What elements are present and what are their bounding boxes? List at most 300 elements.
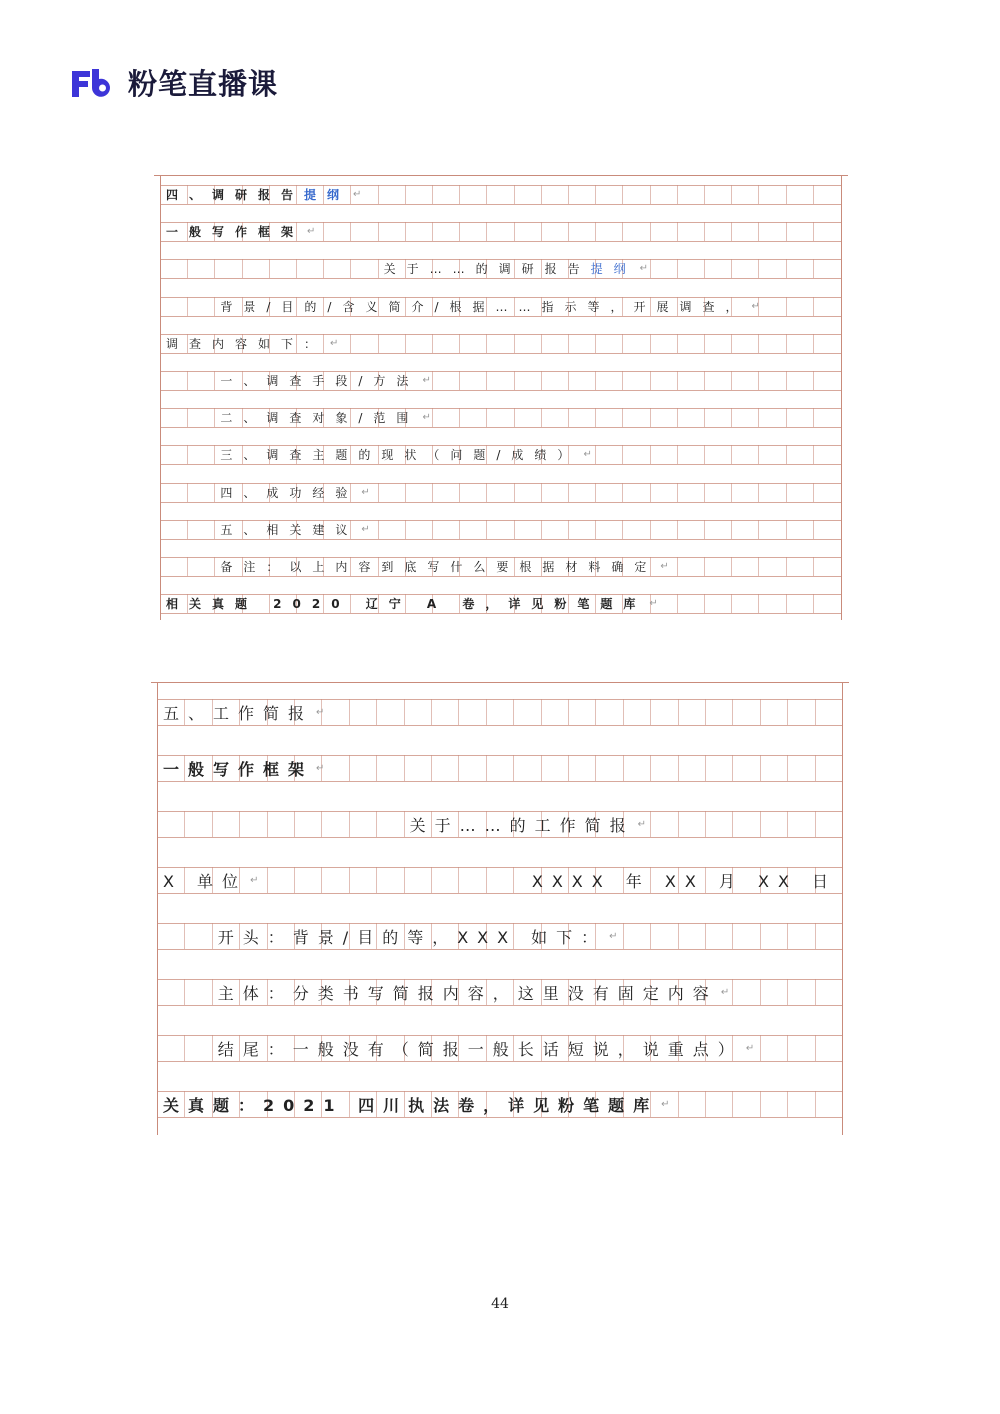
grid-text-row (220, 297, 771, 316)
grid-cell-line (214, 483, 215, 502)
grid-text-row (218, 1035, 763, 1061)
return-mark-icon: ↵ (361, 523, 381, 535)
grid-text-row (166, 594, 669, 613)
grid-cell-line (622, 520, 623, 539)
grid-text-row (166, 334, 349, 353)
brief-grid-sheet (157, 682, 843, 1135)
grid-text-row (220, 445, 602, 464)
grid-cell-line (677, 594, 678, 613)
grid-cell-line (704, 445, 705, 464)
grid-cell-line (214, 445, 215, 464)
grid-row-line (157, 725, 843, 726)
grid-cell-line (705, 755, 706, 781)
grid-cell-line (786, 259, 787, 278)
grid-cell-line (187, 259, 188, 278)
grid-cell-line (758, 557, 759, 576)
grid-cell-line (815, 923, 816, 949)
grid-cell-line (432, 222, 433, 241)
grid-cell-line (758, 408, 759, 427)
grid-row-line (160, 390, 842, 391)
return-mark-icon: ↵ (751, 300, 771, 312)
grid-cell-line (350, 334, 351, 353)
grid-cell-line (677, 520, 678, 539)
grid-cell-line (187, 371, 188, 390)
grid-cell-line (568, 371, 569, 390)
grid-cell-line (405, 520, 406, 539)
fb-logo-icon (70, 67, 114, 99)
grid-cell-line (486, 520, 487, 539)
grid-cell-line (760, 699, 761, 725)
grid-cell-line (650, 483, 651, 502)
grid-cell-line (459, 334, 460, 353)
grid-cell-line (786, 445, 787, 464)
grid-cell-line (650, 371, 651, 390)
grid-cell-line (623, 699, 624, 725)
grid-cell-line (432, 520, 433, 539)
grid-cell-line (214, 297, 215, 316)
grid-cell-line (541, 185, 542, 204)
grid-cell-line (677, 259, 678, 278)
grid-cell-line (786, 520, 787, 539)
grid-cell-line (214, 259, 215, 278)
grid-cell-line (323, 259, 324, 278)
grid-cell-line (568, 334, 569, 353)
grid-cell-line (404, 699, 405, 725)
grid-cell-line (813, 334, 814, 353)
grid-cell-line (513, 699, 514, 725)
grid-cell-line (731, 520, 732, 539)
grid-cell-line (731, 483, 732, 502)
grid-row-line (157, 1117, 843, 1118)
grid-cell-line (704, 594, 705, 613)
grid-cell-line (678, 923, 679, 949)
grid-cell-line (595, 334, 596, 353)
grid-cell-line (212, 923, 213, 949)
grid-cell-line (595, 483, 596, 502)
grid-cell-line (568, 185, 569, 204)
grid-cell-line (376, 755, 377, 781)
grid-row-line (157, 1061, 843, 1062)
grid-cell-line (786, 222, 787, 241)
grid-cell-line (541, 371, 542, 390)
grid-cell-line (678, 755, 679, 781)
grid-cell-line (813, 222, 814, 241)
grid-cell-line (815, 979, 816, 1005)
row-text: 五、相关建议 (220, 522, 359, 537)
grid-cell-line (758, 594, 759, 613)
grid-cell-line (787, 1091, 788, 1117)
grid-cell-line (187, 445, 188, 464)
row-text: 相关真题 2020 辽宁 A 卷，详见粉笔题库 (166, 597, 647, 612)
grid-cell-line (677, 222, 678, 241)
grid-cell-line (378, 222, 379, 241)
grid-cell-line (405, 334, 406, 353)
row-text: 五、工作简报 (163, 703, 314, 723)
grid-cell-line (813, 483, 814, 502)
grid-cell-line (486, 185, 487, 204)
grid-cell-line (378, 185, 379, 204)
grid-cell-line (404, 811, 405, 837)
grid-cell-line (294, 867, 295, 893)
grid-cell-line (732, 811, 733, 837)
row-text: 备注：以上内容到底写什么要根据材料确定 (220, 560, 658, 574)
grid-cell-line (622, 408, 623, 427)
grid-cell-line (349, 699, 350, 725)
grid-cell-line (187, 520, 188, 539)
grid-cell-line (650, 923, 651, 949)
grid-cell-line (184, 1035, 185, 1061)
grid-cell-line (595, 371, 596, 390)
grid-cell-line (786, 371, 787, 390)
grid-cell-line (732, 923, 733, 949)
grid-cell-line (214, 408, 215, 427)
grid-cell-line (321, 867, 322, 893)
grid-cell-line (242, 259, 243, 278)
return-mark-icon: ↵ (661, 1098, 679, 1110)
grid-cell-line (758, 259, 759, 278)
row-text: 二、调查对象/范围 (220, 411, 420, 426)
grid-cell-line (813, 594, 814, 613)
grid-cell-line (458, 699, 459, 725)
grid-cell-line (214, 371, 215, 390)
grid-cell-line (187, 557, 188, 576)
grid-row-line (157, 949, 843, 950)
grid-cell-line (459, 371, 460, 390)
grid-cell-line (405, 483, 406, 502)
grid-cell-line (405, 185, 406, 204)
grid-cell-line (815, 811, 816, 837)
grid-cell-line (731, 185, 732, 204)
return-mark-icon: ↵ (330, 337, 350, 349)
grid-cell-line (732, 699, 733, 725)
grid-row-line (157, 893, 843, 894)
grid-text-row (163, 867, 267, 893)
grid-cell-line (432, 483, 433, 502)
grid-cell-line (349, 755, 350, 781)
grid-cell-line (758, 334, 759, 353)
grid-cell-line (732, 755, 733, 781)
grid-cell-line (184, 811, 185, 837)
grid-cell-line (595, 699, 596, 725)
return-mark-icon: ↵ (250, 874, 268, 886)
grid-text-row (163, 1091, 679, 1117)
grid-cell-line (514, 371, 515, 390)
grid-cell-line (239, 811, 240, 837)
grid-top-border (151, 682, 849, 683)
grid-cell-line (459, 520, 460, 539)
grid-cell-line (650, 520, 651, 539)
grid-cell-line (622, 334, 623, 353)
grid-cell-line (404, 755, 405, 781)
grid-cell-line (349, 811, 350, 837)
return-mark-icon: ↵ (316, 762, 334, 774)
grid-cell-line (731, 408, 732, 427)
grid-cell-line (212, 979, 213, 1005)
grid-cell-line (732, 1091, 733, 1117)
grid-cell-line (704, 185, 705, 204)
grid-cell-line (760, 811, 761, 837)
grid-text-row (163, 755, 333, 781)
grid-cell-line (813, 408, 814, 427)
grid-cell-line (760, 755, 761, 781)
row-text: 开头：背景/目的等，XXX 如下： (217, 927, 607, 947)
grid-cell-line (760, 1091, 761, 1117)
grid-cell-line (650, 755, 651, 781)
grid-cell-line (514, 520, 515, 539)
grid-cell-line (595, 520, 596, 539)
grid-cell-line (568, 483, 569, 502)
grid-cell-line (187, 408, 188, 427)
grid-text-row (410, 811, 655, 837)
return-mark-icon: ↵ (361, 486, 381, 498)
return-mark-icon: ↵ (720, 986, 739, 998)
grid-cell-line (786, 297, 787, 316)
return-mark-icon: ↵ (583, 449, 603, 461)
grid-text-row (220, 557, 679, 576)
grid-cell-line (677, 408, 678, 427)
grid-cell-line (214, 520, 215, 539)
grid-text-row (163, 699, 333, 725)
grid-text-row (166, 185, 372, 204)
grid-cell-line (541, 222, 542, 241)
grid-cell-line (486, 222, 487, 241)
return-mark-icon: ↵ (660, 561, 680, 572)
grid-cell-line (514, 483, 515, 502)
grid-row-line (160, 241, 842, 242)
grid-row-line (157, 837, 843, 838)
grid-cell-line (677, 371, 678, 390)
brand-name: 粉笔直播课 (128, 67, 279, 101)
grid-cell-line (486, 755, 487, 781)
grid-cell-line (595, 755, 596, 781)
grid-cell-line (212, 811, 213, 837)
grid-cell-line (404, 867, 405, 893)
grid-top-border (154, 175, 848, 176)
grid-cell-line (486, 334, 487, 353)
grid-cell-line (786, 557, 787, 576)
grid-cell-line (431, 699, 432, 725)
grid-cell-line (787, 811, 788, 837)
grid-cell-line (677, 445, 678, 464)
grid-text-row (220, 483, 380, 502)
grid-text-row (218, 979, 738, 1005)
grid-cell-line (787, 1035, 788, 1061)
grid-cell-line (786, 483, 787, 502)
grid-cell-line (269, 259, 270, 278)
grid-cell-line (486, 408, 487, 427)
return-mark-icon: ↵ (637, 818, 655, 830)
grid-cell-line (704, 520, 705, 539)
grid-cell-line (705, 923, 706, 949)
return-mark-icon: ↵ (353, 189, 373, 200)
row-text: 主体：分类书写简报内容，这里没有固定内容 (217, 983, 718, 1003)
grid-cell-line (787, 979, 788, 1005)
grid-cell-line (431, 755, 432, 781)
grid-cell-line (622, 222, 623, 241)
grid-cell-line (541, 699, 542, 725)
grid-cell-line (486, 867, 487, 893)
grid-cell-line (813, 259, 814, 278)
return-mark-icon: ↵ (745, 1042, 764, 1054)
grid-cell-line (541, 520, 542, 539)
grid-cell-line (187, 297, 188, 316)
grid-cell-line (349, 867, 350, 893)
grid-cell-line (786, 408, 787, 427)
grid-cell-line (786, 594, 787, 613)
grid-cell-line (731, 594, 732, 613)
grid-row-line (160, 502, 842, 503)
grid-cell-line (514, 185, 515, 204)
grid-cell-line (705, 811, 706, 837)
grid-cell-line (568, 699, 569, 725)
grid-cell-line (758, 483, 759, 502)
grid-cell-line (541, 483, 542, 502)
grid-cell-line (678, 699, 679, 725)
grid-cell-line (758, 445, 759, 464)
grid-cell-line (595, 222, 596, 241)
grid-cell-line (432, 185, 433, 204)
grid-cell-line (184, 923, 185, 949)
grid-cell-line (622, 185, 623, 204)
grid-outer-border (157, 682, 158, 1135)
row-text: 一般写作框架 (163, 759, 314, 779)
grid-cell-line (704, 557, 705, 576)
grid-cell-line (678, 811, 679, 837)
grid-cell-line (595, 185, 596, 204)
grid-text-row (218, 923, 627, 949)
page-number: 44 (491, 1296, 509, 1312)
grid-cell-line (650, 408, 651, 427)
grid-cell-line (704, 259, 705, 278)
row-text: X 单位 (163, 871, 248, 891)
grid-cell-line (187, 483, 188, 502)
return-mark-icon: ↵ (422, 375, 442, 386)
grid-text-row (220, 408, 441, 427)
grid-cell-line (541, 334, 542, 353)
grid-cell-line (623, 755, 624, 781)
grid-cell-line (486, 699, 487, 725)
return-mark-icon: ↵ (649, 598, 669, 610)
grid-cell-line (622, 445, 623, 464)
grid-cell-line (378, 259, 379, 278)
grid-cell-line (813, 297, 814, 316)
grid-cell-line (813, 445, 814, 464)
grid-cell-line (568, 520, 569, 539)
grid-cell-line (813, 371, 814, 390)
grid-row-line (160, 613, 842, 614)
grid-cell-line (568, 222, 569, 241)
grid-cell-line (815, 699, 816, 725)
grid-cell-line (513, 867, 514, 893)
grid-cell-line (431, 867, 432, 893)
grid-cell-line (214, 557, 215, 576)
grid-cell-line (568, 755, 569, 781)
grid-cell-line (432, 334, 433, 353)
grid-cell-line (731, 334, 732, 353)
grid-cell-line (677, 483, 678, 502)
brand-logo (70, 62, 278, 103)
grid-cell-line (541, 755, 542, 781)
grid-text-row (220, 371, 441, 390)
row-text: 关于……的工作简报 (409, 815, 635, 835)
grid-text-row (220, 520, 380, 539)
row-text: 四、调研报告 (166, 188, 305, 202)
grid-cell-line (704, 408, 705, 427)
grid-cell-line (758, 371, 759, 390)
grid-row-line (160, 427, 842, 428)
grid-row-line (160, 576, 842, 577)
outline-grid-sheet (160, 175, 842, 620)
grid-cell-line (815, 1091, 816, 1117)
grid-cell-line (350, 259, 351, 278)
row-text: 一般写作框架 (166, 225, 305, 240)
grid-cell-line (568, 408, 569, 427)
row-accent-text: 提纲 (304, 188, 351, 202)
grid-cell-line (350, 222, 351, 241)
grid-cell-line (758, 222, 759, 241)
return-mark-icon: ↵ (609, 930, 627, 942)
grid-cell-line (704, 483, 705, 502)
row-text: 背景/目的/含义简介/根据……指示等，开展调查， (220, 299, 749, 314)
grid-cell-line (786, 185, 787, 204)
grid-row-line (160, 278, 842, 279)
row-text: 三、调查主题的现状（问题/成绩） (220, 448, 581, 463)
grid-row-line (157, 781, 843, 782)
grid-row-line (160, 539, 842, 540)
grid-cell-line (813, 520, 814, 539)
grid-cell-line (650, 445, 651, 464)
grid-cell-line (376, 699, 377, 725)
grid-cell-line (650, 222, 651, 241)
grid-cell-line (459, 222, 460, 241)
grid-row-line (160, 316, 842, 317)
grid-cell-line (376, 811, 377, 837)
grid-cell-line (731, 371, 732, 390)
grid-cell-line (321, 811, 322, 837)
return-mark-icon: ↵ (422, 412, 442, 424)
grid-cell-line (677, 334, 678, 353)
grid-cell-line (622, 483, 623, 502)
return-mark-icon: ↵ (307, 226, 327, 238)
grid-cell-line (459, 408, 460, 427)
grid-row-line (160, 464, 842, 465)
grid-cell-line (704, 222, 705, 241)
return-mark-icon: ↵ (316, 706, 334, 718)
grid-cell-line (378, 334, 379, 353)
row-text: 结尾：一般没有（简报一般长话短说，说重点） (217, 1039, 743, 1059)
grid-cell-line (760, 979, 761, 1005)
grid-cell-line (513, 755, 514, 781)
return-mark-icon: ↵ (639, 263, 660, 275)
grid-cell-line (731, 222, 732, 241)
grid-cell-line (815, 755, 816, 781)
grid-cell-line (267, 811, 268, 837)
row-text: 四、成功经验 (220, 485, 359, 500)
grid-cell-line (459, 483, 460, 502)
grid-cell-line (731, 557, 732, 576)
grid-cell-line (458, 867, 459, 893)
row-text: 一、调查手段/方法 (220, 374, 420, 388)
grid-cell-line (622, 371, 623, 390)
grid-text-row (166, 222, 326, 241)
grid-cell-line (514, 222, 515, 241)
grid-cell-line (760, 923, 761, 949)
grid-cell-line (731, 445, 732, 464)
row-text: 关真题：2021 四川执法卷，详见粉笔题库 (163, 1095, 659, 1115)
grid-cell-line (541, 408, 542, 427)
grid-cell-line (459, 185, 460, 204)
grid-cell-line (705, 699, 706, 725)
